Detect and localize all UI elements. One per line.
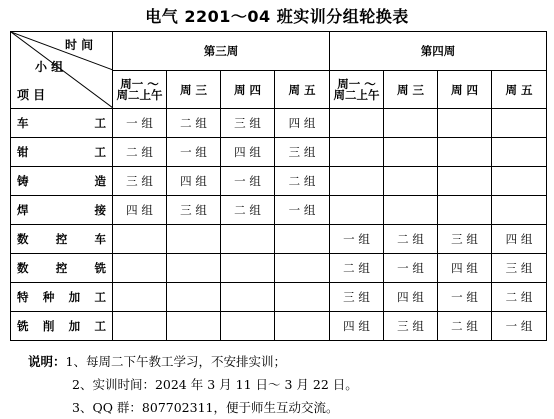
day-header-thu: 周 四 (438, 71, 492, 109)
schedule-cell: 一 组 (167, 138, 221, 167)
schedule-cell (330, 167, 384, 196)
notes-lead: 说明： (28, 354, 66, 369)
day-header-wed: 周 三 (384, 71, 438, 109)
note-line (28, 350, 358, 373)
schedule-cell (221, 312, 275, 341)
schedule-cell: 四 组 (438, 254, 492, 283)
table-row (11, 312, 547, 341)
schedule-cell (167, 254, 221, 283)
schedule-cell (113, 254, 167, 283)
schedule-cell (275, 312, 330, 341)
schedule-cell: 四 组 (492, 225, 547, 254)
schedule-cell: 一 组 (438, 283, 492, 312)
day-header-wed: 周 三 (167, 71, 221, 109)
corner-item-label: 项 目 (17, 88, 46, 102)
schedule-cell: 二 组 (113, 138, 167, 167)
schedule-cell: 三 组 (167, 196, 221, 225)
note-line (28, 373, 358, 396)
schedule-cell: 二 组 (275, 167, 330, 196)
schedule-cell: 四 组 (167, 167, 221, 196)
schedule-cell (438, 138, 492, 167)
schedule-cell (275, 254, 330, 283)
note-line (28, 396, 358, 419)
row-label: 数 控 铣 (11, 254, 113, 283)
schedule-cell (275, 225, 330, 254)
schedule-cell: 四 组 (221, 138, 275, 167)
table-row (11, 138, 547, 167)
schedule-cell (492, 167, 547, 196)
schedule-cell: 二 组 (221, 196, 275, 225)
schedule-cell: 一 组 (221, 167, 275, 196)
schedule-cell: 三 组 (438, 225, 492, 254)
schedule-cell (113, 312, 167, 341)
note-item: 3、QQ 群：807702311，便于师生互动交流。 (72, 400, 339, 415)
schedule-cell (438, 196, 492, 225)
schedule-cell (330, 138, 384, 167)
schedule-cell: 二 组 (492, 283, 547, 312)
rotation-table (10, 31, 547, 341)
day-header-thu: 周 四 (221, 71, 275, 109)
schedule-cell: 一 组 (384, 254, 438, 283)
schedule-cell (492, 196, 547, 225)
schedule-cell: 二 组 (330, 254, 384, 283)
schedule-cell: 三 组 (330, 283, 384, 312)
day-header-mon-tue: 周一 ～ 周二上午 (330, 71, 384, 109)
row-label: 钳 工 (11, 138, 113, 167)
schedule-cell: 四 组 (113, 196, 167, 225)
schedule-cell (167, 225, 221, 254)
week-header-3: 第三周 (113, 32, 330, 71)
schedule-cell (221, 254, 275, 283)
row-label: 铸 造 (11, 167, 113, 196)
corner-time-label: 时 间 (65, 38, 94, 52)
schedule-cell (384, 109, 438, 138)
table-row (11, 283, 547, 312)
table-row (11, 109, 547, 138)
table-row (11, 225, 547, 254)
schedule-cell: 二 组 (438, 312, 492, 341)
week-header-4: 第四周 (330, 32, 547, 71)
schedule-cell (330, 196, 384, 225)
schedule-cell (384, 167, 438, 196)
table-row (11, 167, 547, 196)
schedule-cell: 三 组 (384, 312, 438, 341)
schedule-cell: 三 组 (221, 109, 275, 138)
schedule-cell: 四 组 (275, 109, 330, 138)
day-header-fri: 周 五 (492, 71, 547, 109)
schedule-cell: 三 组 (492, 254, 547, 283)
header-corner-cell (11, 32, 113, 109)
schedule-cell (113, 225, 167, 254)
note-item: 2、实训时间：2024 年 3 月 11 日～ 3 月 22 日。 (72, 377, 358, 392)
note-item: 1、每周二下午教工学习，不安排实训； (65, 354, 286, 369)
notes-block (28, 350, 358, 419)
schedule-cell (167, 312, 221, 341)
schedule-cell: 四 组 (330, 312, 384, 341)
schedule-cell (438, 109, 492, 138)
table-row (11, 254, 547, 283)
schedule-cell: 三 组 (275, 138, 330, 167)
schedule-cell: 二 组 (384, 225, 438, 254)
schedule-cell (384, 138, 438, 167)
schedule-cell (113, 283, 167, 312)
schedule-cell (492, 138, 547, 167)
schedule-cell (492, 109, 547, 138)
row-label: 焊 接 (11, 196, 113, 225)
table-row (11, 196, 547, 225)
schedule-cell (221, 283, 275, 312)
schedule-cell: 一 组 (330, 225, 384, 254)
day-header-fri: 周 五 (275, 71, 330, 109)
schedule-cell: 二 组 (167, 109, 221, 138)
schedule-cell: 一 组 (113, 109, 167, 138)
corner-group-label: 小 组 (35, 60, 64, 74)
row-label: 车 工 (11, 109, 113, 138)
page-title: 电气 2201～04 班实训分组轮换表 (145, 7, 409, 26)
schedule-cell (167, 283, 221, 312)
row-label: 数 控 车 (11, 225, 113, 254)
schedule-cell: 三 组 (113, 167, 167, 196)
schedule-cell (275, 283, 330, 312)
day-header-mon-tue: 周一 ～ 周二上午 (113, 71, 167, 109)
schedule-cell: 一 组 (275, 196, 330, 225)
row-label: 特种加工 (11, 283, 113, 312)
schedule-cell (438, 167, 492, 196)
schedule-cell: 四 组 (384, 283, 438, 312)
schedule-cell (330, 109, 384, 138)
schedule-cell (384, 196, 438, 225)
schedule-cell (221, 225, 275, 254)
row-label: 铣削加工 (11, 312, 113, 341)
schedule-cell: 一 组 (492, 312, 547, 341)
